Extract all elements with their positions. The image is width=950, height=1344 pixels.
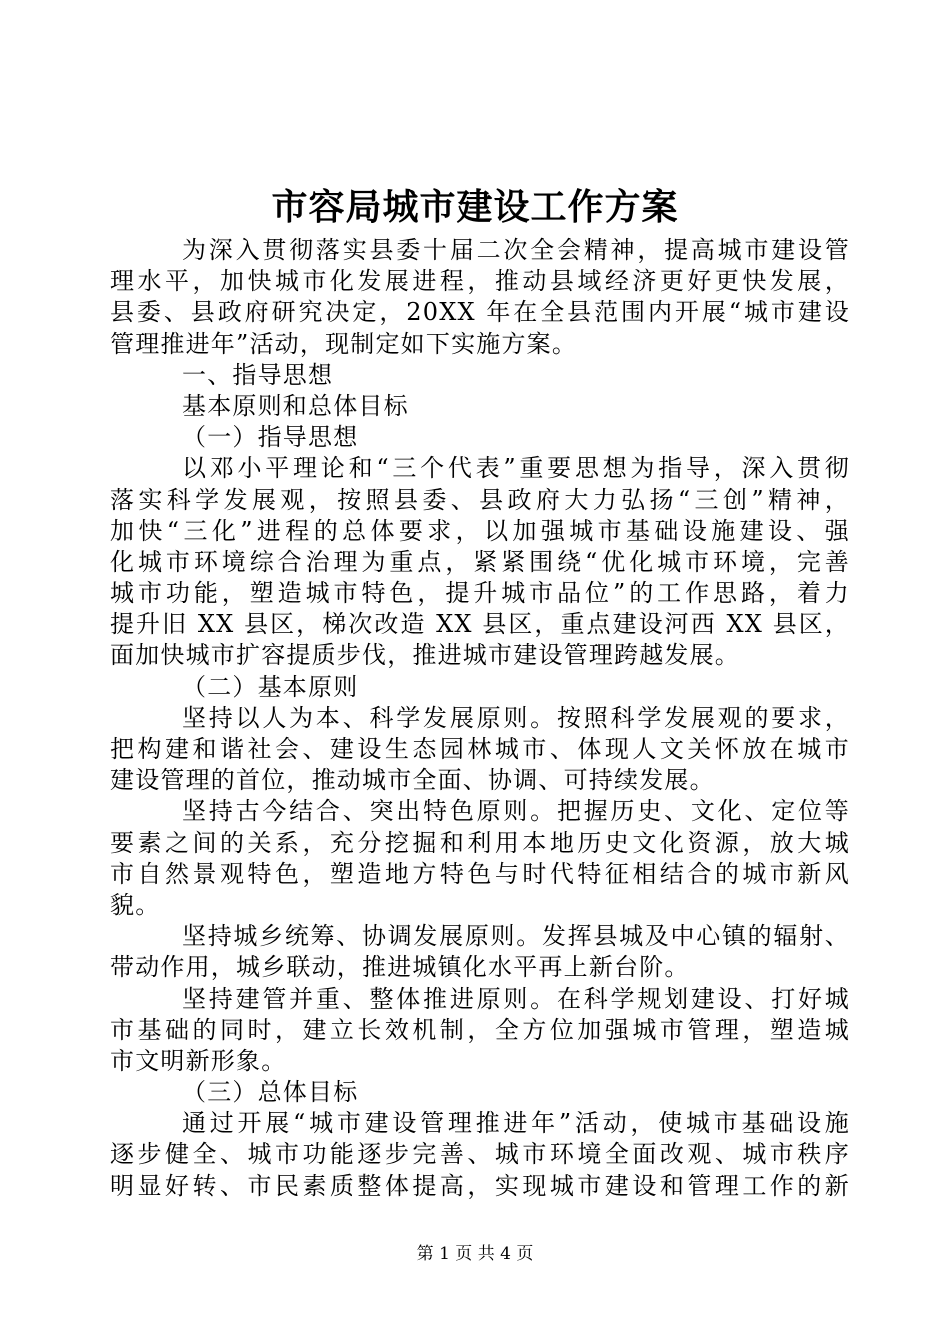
text-line: 为深入贯彻落实县委十届二次全会精神，提高城市建设管 <box>182 236 850 264</box>
text-line: 要素之间的关系，充分挖掘和利用本地历史文化资源，放大城 <box>110 828 850 857</box>
text-line: 提升旧 XX 县区，梯次改造 XX 县区，重点建设河西 XX 县区， <box>110 610 850 639</box>
text-line: 加快“三化”进程的总体要求，以加强城市基础设施建设、强 <box>110 516 850 545</box>
text-line: 明显好转、市民素质整体提高，实现城市建设和管理工作的新 <box>110 1171 850 1200</box>
text-line: （二）基本原则 <box>182 672 359 701</box>
text-line: 坚持古今结合、突出特色原则。把握历史、文化、定位等 <box>182 797 850 826</box>
text-line: 貌。 <box>110 890 161 919</box>
text-line: 逐步健全、城市功能逐步完善、城市环境全面改观、城市秩序 <box>110 1140 850 1169</box>
document-body <box>110 235 850 1202</box>
text-line: 把构建和谐社会、建设生态园林城市、体现人文关怀放在城市 <box>110 735 850 763</box>
document-title: 市容局城市建设工作方案 <box>271 186 679 228</box>
text-line: 通过开展“城市建设管理推进年”活动，使城市基础设施 <box>182 1109 850 1138</box>
text-line: 坚持建管并重、整体推进原则。在科学规划建设、打好城 <box>182 984 850 1013</box>
text-line: 带动作用，城乡联动，推进城镇化水平再上新台阶。 <box>110 953 690 982</box>
page-footer: 第 1 页 共 4 页 <box>416 1244 534 1264</box>
text-line: 市文明新形象。 <box>110 1046 287 1075</box>
text-line: 坚持城乡统筹、协调发展原则。发挥县城及中心镇的辐射、 <box>182 922 850 951</box>
text-line: （一）指导思想 <box>182 423 359 452</box>
text-line: 面加快城市扩容提质步伐，推进城市建设管理跨越发展。 <box>110 641 740 670</box>
text-line: 县委、县政府研究决定，20XX 年在全县范围内开展“城市建设 <box>110 298 850 327</box>
text-line: 坚持以人为本、科学发展原则。按照科学发展观的要求， <box>182 703 850 732</box>
text-line: 市基础的同时，建立长效机制，全方位加强城市管理，塑造城 <box>110 1015 850 1044</box>
text-line: （三）总体目标 <box>182 1078 359 1107</box>
text-line: 建设管理的首位，推动城市全面、协调、可持续发展。 <box>110 766 715 795</box>
text-line: 以邓小平理论和“三个代表”重要思想为指导，深入贯彻 <box>182 454 850 483</box>
text-line: 城市功能，塑造城市特色，提升城市品位”的工作思路，着力 <box>110 579 850 608</box>
text-line: 落实科学发展观，按照县委、县政府大力弘扬“三创”精神， <box>110 485 850 514</box>
text-line: 理水平，加快城市化发展进程，推动县域经济更好更快发展， <box>110 267 850 296</box>
text-line: 管理推进年”活动，现制定如下实施方案。 <box>110 329 578 358</box>
text-line: 一、指导思想 <box>182 360 334 389</box>
text-line: 市自然景观特色，塑造地方特色与时代特征相结合的城市新风 <box>110 859 850 888</box>
text-line: 化城市环境综合治理为重点，紧紧围绕“优化城市环境，完善 <box>110 547 850 576</box>
text-line: 基本原则和总体目标 <box>182 391 409 420</box>
